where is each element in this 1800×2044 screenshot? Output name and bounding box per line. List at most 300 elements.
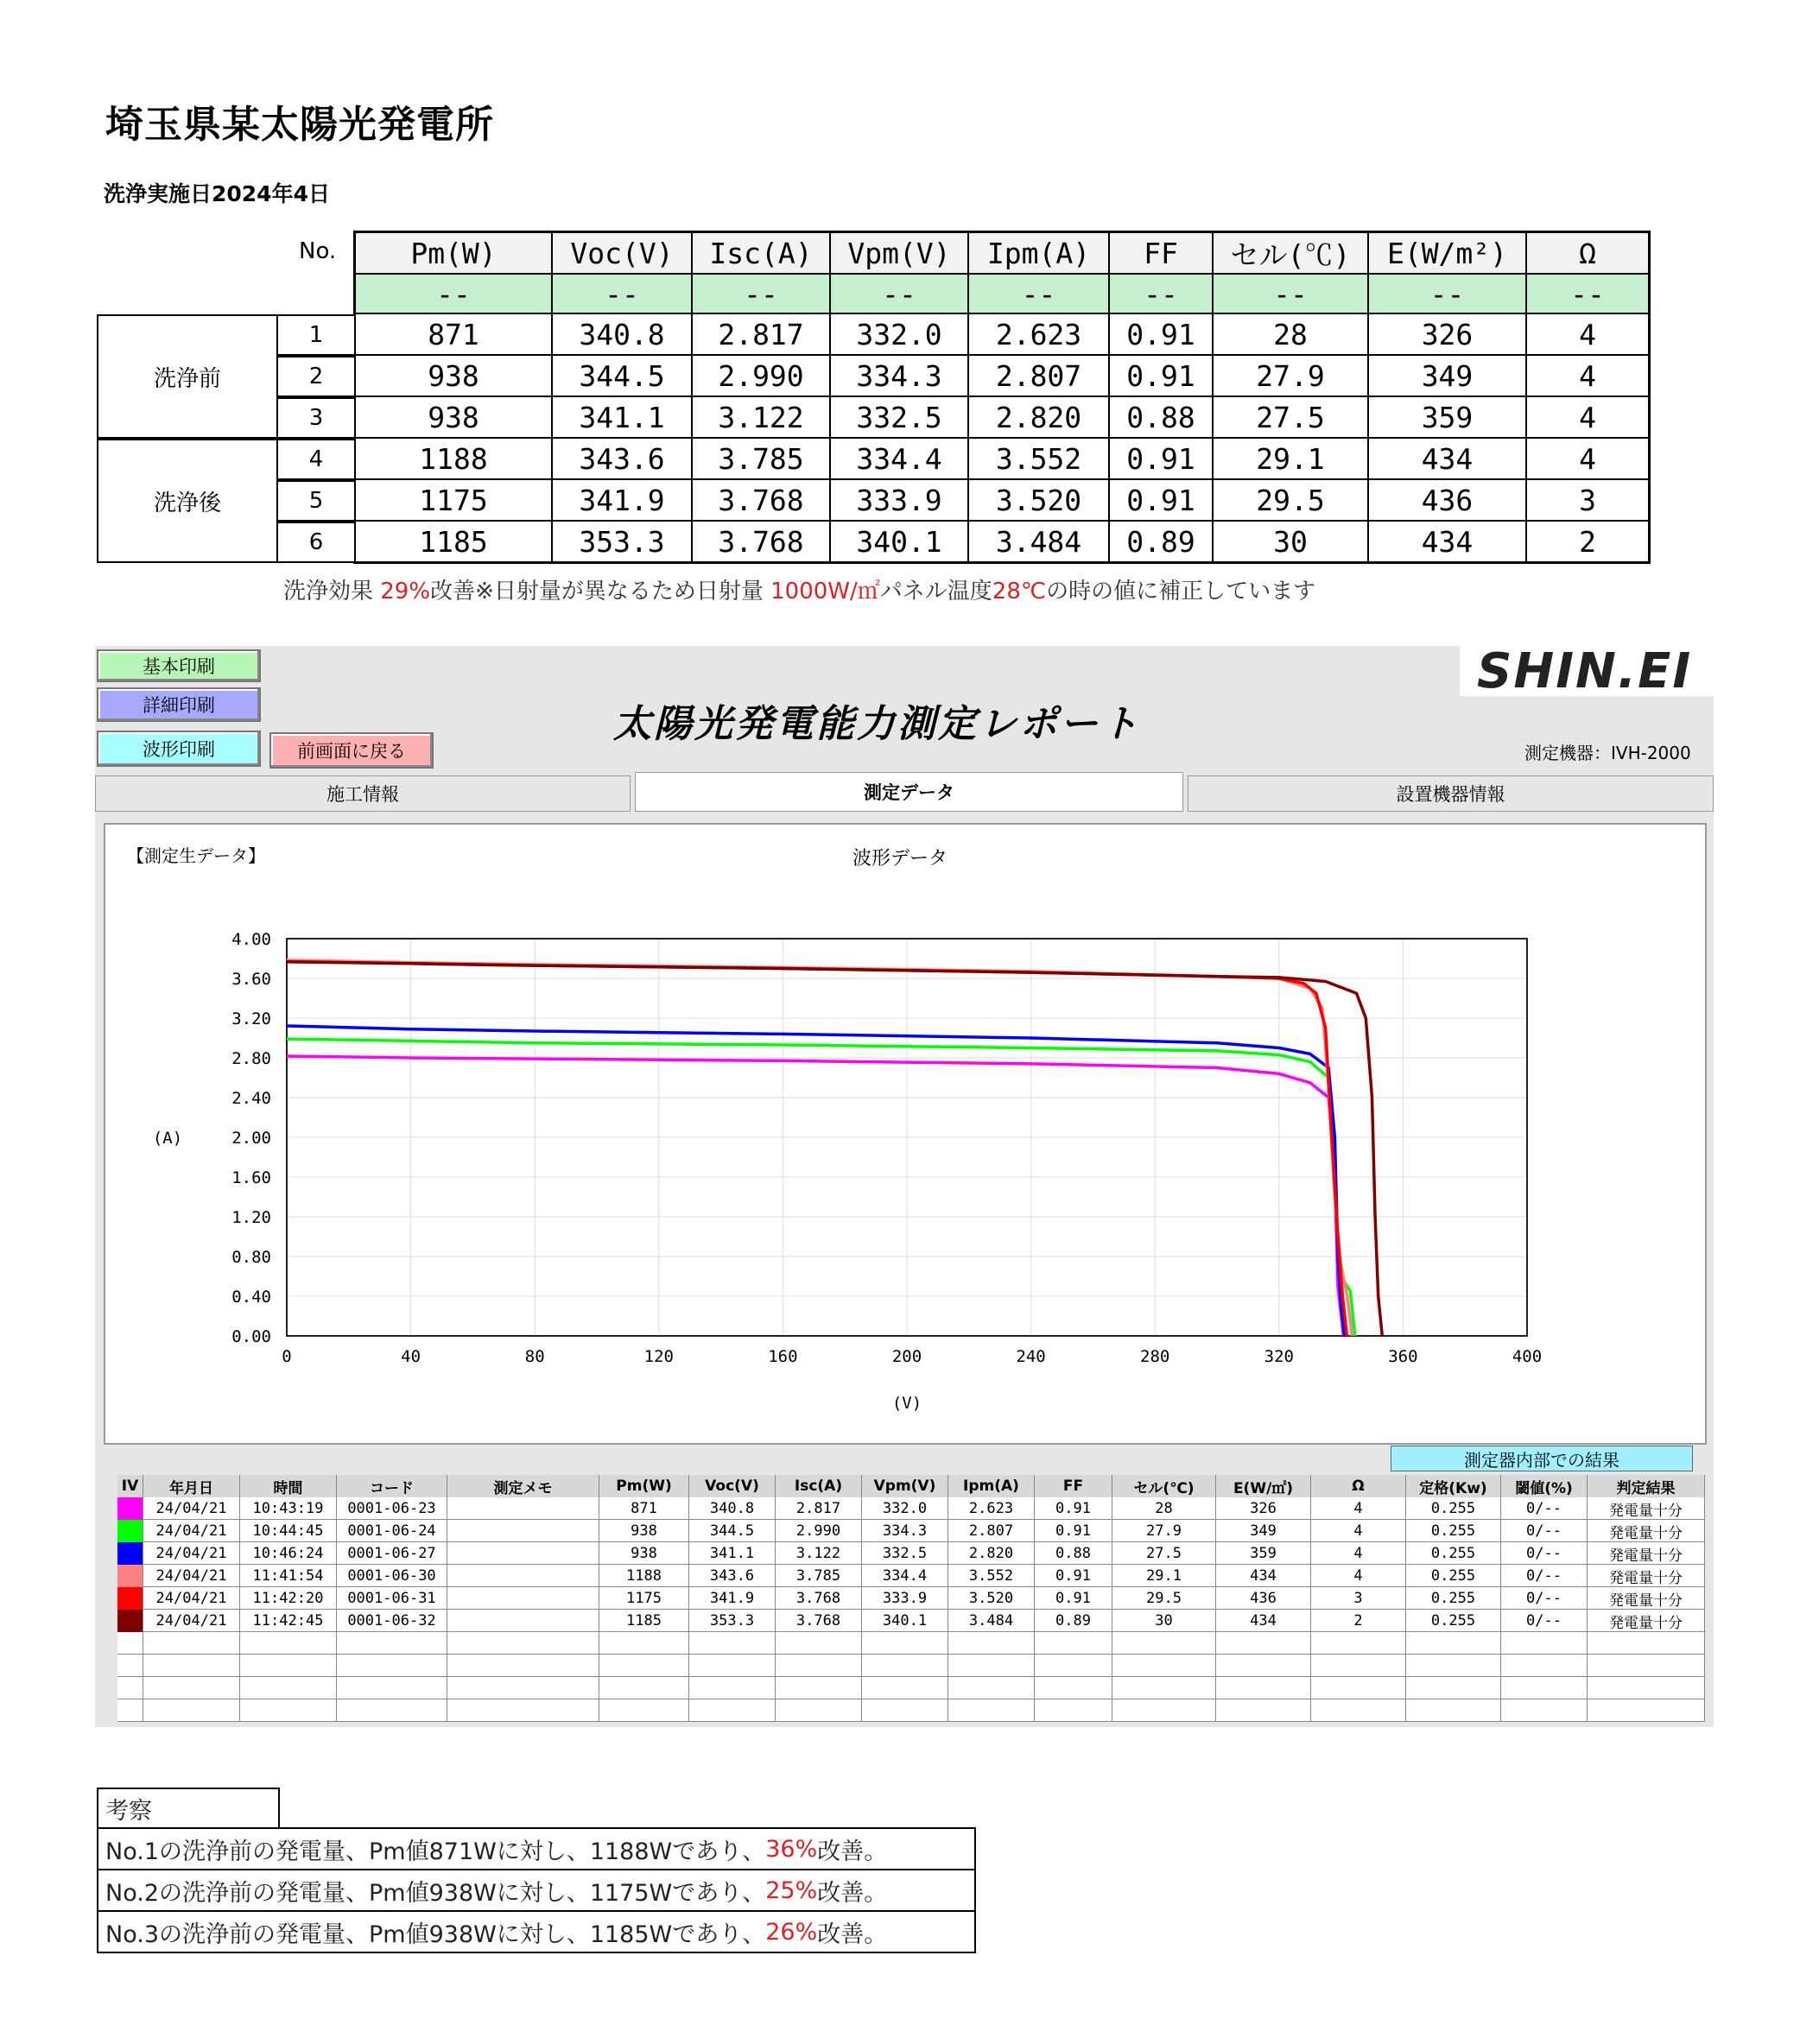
summary-placeholder-0: -- bbox=[356, 275, 553, 314]
grid-cell: 343.6 bbox=[689, 1565, 776, 1587]
y-tick-label: 2.00 bbox=[231, 1129, 271, 1148]
grid-cell: 0.89 bbox=[1035, 1610, 1112, 1632]
summary-cell: 4 bbox=[1527, 397, 1650, 439]
grid-cell: 0/-- bbox=[1501, 1542, 1588, 1565]
grid-header-cell: 時間 bbox=[240, 1475, 337, 1497]
grid-cell: 発電量十分 bbox=[1588, 1520, 1705, 1542]
summary-cell: 2 bbox=[1527, 522, 1650, 563]
grid-empty-cell bbox=[143, 1632, 240, 1655]
back-button[interactable]: 前画面に戻る bbox=[269, 732, 434, 769]
y-tick-label: 0.40 bbox=[231, 1288, 271, 1307]
grid-cell: 349 bbox=[1216, 1520, 1311, 1542]
grid-header-cell: Ω bbox=[1311, 1475, 1406, 1497]
x-tick-label: 80 bbox=[524, 1347, 545, 1366]
summary-cell: 341.1 bbox=[553, 397, 693, 439]
grid-empty-cell bbox=[240, 1699, 337, 1722]
grid-cell: 発電量十分 bbox=[1588, 1610, 1705, 1632]
grid-cell: 0.91 bbox=[1035, 1565, 1112, 1587]
summary-cell: 340.1 bbox=[831, 522, 969, 563]
grid-cell: 0.91 bbox=[1035, 1497, 1112, 1520]
summary-header-8: Ω bbox=[1527, 233, 1650, 275]
y-tick-label: 3.20 bbox=[231, 1009, 271, 1028]
grid-row[interactable] bbox=[117, 1587, 1705, 1610]
grid-row[interactable] bbox=[117, 1565, 1705, 1587]
x-tick-label: 320 bbox=[1264, 1347, 1294, 1366]
grid-cell: 1185 bbox=[599, 1610, 689, 1632]
summary-cell: 332.0 bbox=[831, 314, 969, 356]
x-tick-label: 240 bbox=[1016, 1347, 1046, 1366]
grid-empty-cell bbox=[1406, 1655, 1501, 1677]
summary-cell: 434 bbox=[1369, 522, 1527, 563]
note-text-4: の時の値に補正しています bbox=[1046, 579, 1316, 604]
grid-empty-cell bbox=[1216, 1632, 1311, 1655]
grid-empty-cell bbox=[1311, 1699, 1406, 1722]
grid-cell bbox=[447, 1497, 599, 1520]
grid-cell: 27.5 bbox=[1112, 1542, 1216, 1565]
summary-cell: 353.3 bbox=[553, 522, 693, 563]
grid-empty-cell bbox=[1035, 1699, 1112, 1722]
grid-empty-cell bbox=[1406, 1677, 1501, 1699]
grid-empty-cell bbox=[1112, 1632, 1216, 1655]
cleaning-effect-note bbox=[283, 573, 1315, 605]
summary-cell: 434 bbox=[1369, 439, 1527, 480]
chart-title: 波形データ bbox=[852, 848, 948, 870]
series-color-swatch bbox=[117, 1542, 143, 1565]
summary-header-2: Isc(A) bbox=[693, 233, 831, 275]
remark-1-text: No.1の洗浄前の発電量、Pm値871Wに対し、1188Wであり、 bbox=[105, 1838, 766, 1865]
grid-cell: 27.9 bbox=[1112, 1520, 1216, 1542]
summary-cell: 0.91 bbox=[1110, 356, 1214, 397]
summary-header-3: Vpm(V) bbox=[831, 233, 969, 275]
grid-cell: 341.9 bbox=[689, 1587, 776, 1610]
grid-empty-cell bbox=[948, 1655, 1035, 1677]
summary-cell: 359 bbox=[1369, 397, 1527, 439]
tab-construction-info[interactable]: 施工情報 bbox=[95, 775, 631, 812]
grid-cell: 0.91 bbox=[1035, 1587, 1112, 1610]
grid-header-cell: 測定メモ bbox=[447, 1475, 599, 1497]
grid-cell: 4 bbox=[1311, 1565, 1406, 1587]
grid-cell: 436 bbox=[1216, 1587, 1311, 1610]
grid-header-cell: Isc(A) bbox=[776, 1475, 862, 1497]
row-number: 6 bbox=[276, 522, 356, 563]
summary-cell: 0.91 bbox=[1110, 314, 1214, 356]
summary-cell: 340.8 bbox=[553, 314, 693, 356]
grid-cell: 11:42:20 bbox=[240, 1587, 337, 1610]
grid-empty-cell bbox=[1501, 1677, 1588, 1699]
grid-empty-cell bbox=[1588, 1655, 1705, 1677]
measurement-panel bbox=[104, 823, 1707, 1445]
y-axis-label: (A) bbox=[152, 1129, 183, 1148]
grid-empty-cell bbox=[337, 1655, 447, 1677]
grid-row[interactable] bbox=[117, 1655, 1705, 1677]
grid-empty-cell bbox=[1112, 1677, 1216, 1699]
grid-empty-cell bbox=[1501, 1699, 1588, 1722]
grid-empty-cell bbox=[1501, 1632, 1588, 1655]
grid-cell: 10:43:19 bbox=[240, 1497, 337, 1520]
note-temperature: 28℃ bbox=[992, 579, 1047, 604]
grid-empty-cell bbox=[776, 1677, 862, 1699]
summary-cell: 28 bbox=[1214, 314, 1369, 356]
grid-empty-cell bbox=[1035, 1677, 1112, 1699]
summary-header-4: Ipm(A) bbox=[969, 233, 1110, 275]
report-title: 太陽光発電能力測定レポート bbox=[613, 702, 1141, 746]
grid-empty-cell bbox=[447, 1677, 599, 1699]
device-label: 測定機器：IVH-2000 bbox=[1524, 743, 1691, 763]
grid-cell: 0/-- bbox=[1501, 1520, 1588, 1542]
y-tick-label: 3.60 bbox=[231, 970, 271, 989]
x-tick-label: 40 bbox=[401, 1347, 421, 1366]
grid-cell bbox=[447, 1565, 599, 1587]
grid-empty-cell bbox=[599, 1699, 689, 1722]
grid-cell: 333.9 bbox=[862, 1587, 948, 1610]
summary-placeholder-7: -- bbox=[1369, 275, 1527, 314]
grid-empty-cell bbox=[862, 1655, 948, 1677]
grid-cell: 2.817 bbox=[776, 1497, 862, 1520]
row-number: 4 bbox=[276, 439, 356, 480]
grid-cell: 0/-- bbox=[1501, 1587, 1588, 1610]
grid-cell: 0/-- bbox=[1501, 1565, 1588, 1587]
grid-empty-cell bbox=[337, 1677, 447, 1699]
y-tick-label: 2.80 bbox=[231, 1049, 271, 1068]
grid-cell: 3.552 bbox=[948, 1565, 1035, 1587]
grid-cell: 341.1 bbox=[689, 1542, 776, 1565]
summary-placeholder-5: -- bbox=[1110, 275, 1214, 314]
grid-empty-cell bbox=[240, 1632, 337, 1655]
grid-cell: 0.255 bbox=[1406, 1587, 1501, 1610]
grid-row[interactable] bbox=[117, 1632, 1705, 1655]
grid-cell: 0.88 bbox=[1035, 1542, 1112, 1565]
summary-placeholder-4: -- bbox=[969, 275, 1110, 314]
summary-placeholder-8: -- bbox=[1527, 275, 1650, 314]
grid-empty-cell bbox=[1216, 1699, 1311, 1722]
grid-cell: 334.3 bbox=[862, 1520, 948, 1542]
grid-cell: 24/04/21 bbox=[143, 1587, 240, 1610]
shinei-logo: SHIN.EI bbox=[1460, 646, 1714, 696]
grid-empty-cell bbox=[776, 1632, 862, 1655]
grid-header-cell: E(W/㎡) bbox=[1216, 1475, 1311, 1497]
grid-cell: 10:46:24 bbox=[240, 1542, 337, 1565]
grid-cell: 24/04/21 bbox=[143, 1610, 240, 1632]
grid-empty-cell bbox=[689, 1655, 776, 1677]
grid-empty-cell bbox=[1216, 1655, 1311, 1677]
grid-row[interactable] bbox=[117, 1520, 1705, 1542]
remark-item-1 bbox=[97, 1827, 976, 1870]
grid-cell: 24/04/21 bbox=[143, 1542, 240, 1565]
grid-header-cell: FF bbox=[1035, 1475, 1112, 1497]
grid-empty-cell bbox=[948, 1632, 1035, 1655]
measurement-app-window bbox=[95, 646, 1714, 1727]
grid-row[interactable] bbox=[117, 1677, 1705, 1699]
grid-cell: 3.122 bbox=[776, 1542, 862, 1565]
grid-empty-cell bbox=[143, 1655, 240, 1677]
grid-cell: 0/-- bbox=[1501, 1610, 1588, 1632]
y-tick-label: 0.80 bbox=[231, 1248, 271, 1267]
summary-cell: 349 bbox=[1369, 356, 1527, 397]
wash-date-subtitle: 洗浄実施日2024年4日 bbox=[104, 181, 330, 206]
grid-cell: 0001-06-27 bbox=[337, 1542, 447, 1565]
grid-empty-cell bbox=[117, 1699, 143, 1722]
grid-empty-cell bbox=[117, 1677, 143, 1699]
group-label-1: 洗浄後 bbox=[97, 439, 278, 563]
grid-row[interactable] bbox=[117, 1542, 1705, 1565]
grid-empty-cell bbox=[599, 1677, 689, 1699]
grid-cell: 28 bbox=[1112, 1497, 1216, 1520]
grid-cell: 0001-06-24 bbox=[337, 1520, 447, 1542]
grid-cell: 334.4 bbox=[862, 1565, 948, 1587]
grid-empty-cell bbox=[689, 1632, 776, 1655]
detail-print-button[interactable]: 詳細印刷 bbox=[97, 687, 261, 722]
grid-empty-cell bbox=[862, 1677, 948, 1699]
grid-row[interactable] bbox=[117, 1699, 1705, 1722]
summary-cell: 3.484 bbox=[969, 522, 1110, 563]
no-column-label: No. bbox=[299, 238, 337, 264]
grid-cell bbox=[447, 1542, 599, 1565]
grid-header-cell: Vpm(V) bbox=[862, 1475, 948, 1497]
grid-cell: 1188 bbox=[599, 1565, 689, 1587]
summary-cell: 326 bbox=[1369, 314, 1527, 356]
grid-empty-cell bbox=[1406, 1632, 1501, 1655]
summary-cell: 3.768 bbox=[693, 480, 831, 522]
grid-empty-cell bbox=[447, 1632, 599, 1655]
grid-cell: 359 bbox=[1216, 1542, 1311, 1565]
grid-cell: 3.768 bbox=[776, 1587, 862, 1610]
grid-cell: 3.484 bbox=[948, 1610, 1035, 1632]
grid-empty-cell bbox=[776, 1699, 862, 1722]
note-text-2: 改善※日射量が異なるため日射量 bbox=[430, 579, 771, 604]
grid-cell: 30 bbox=[1112, 1610, 1216, 1632]
grid-cell: 938 bbox=[599, 1520, 689, 1542]
summary-cell: 333.9 bbox=[831, 480, 969, 522]
wave-print-button[interactable]: 波形印刷 bbox=[97, 731, 261, 767]
summary-cell: 2.990 bbox=[693, 356, 831, 397]
grid-cell: 326 bbox=[1216, 1497, 1311, 1520]
summary-cell: 30 bbox=[1214, 522, 1369, 563]
remark-1-percent: 36% bbox=[765, 1835, 818, 1863]
tab-installed-equipment[interactable]: 設置機器情報 bbox=[1188, 775, 1714, 812]
grid-cell: 24/04/21 bbox=[143, 1565, 240, 1587]
grid-cell: 0001-06-30 bbox=[337, 1565, 447, 1587]
summary-cell: 332.5 bbox=[831, 397, 969, 439]
row-number: 1 bbox=[276, 314, 356, 356]
x-tick-label: 200 bbox=[891, 1347, 922, 1366]
grid-cell bbox=[447, 1610, 599, 1632]
grid-cell: 434 bbox=[1216, 1610, 1311, 1632]
grid-cell: 340.1 bbox=[862, 1610, 948, 1632]
grid-header-cell: Voc(V) bbox=[689, 1475, 776, 1497]
remark-3-text: No.3の洗浄前の発電量、Pm値938Wに対し、1185Wであり、 bbox=[105, 1921, 766, 1948]
summary-cell: 29.5 bbox=[1214, 480, 1369, 522]
grid-cell: 2 bbox=[1311, 1610, 1406, 1632]
grid-cell: 10:44:45 bbox=[240, 1520, 337, 1542]
grid-cell: 3 bbox=[1311, 1587, 1406, 1610]
grid-row[interactable] bbox=[117, 1497, 1705, 1520]
grid-empty-cell bbox=[948, 1677, 1035, 1699]
remarks-header: 考察 bbox=[97, 1788, 280, 1829]
grid-cell: 29.1 bbox=[1112, 1565, 1216, 1587]
grid-cell: 344.5 bbox=[689, 1520, 776, 1542]
x-tick-label: 120 bbox=[643, 1347, 674, 1366]
x-tick-label: 360 bbox=[1388, 1347, 1418, 1366]
grid-cell: 29.5 bbox=[1112, 1587, 1216, 1610]
x-tick-label: 400 bbox=[1512, 1347, 1543, 1366]
grid-header-cell: セル(℃) bbox=[1112, 1475, 1216, 1497]
grid-empty-cell bbox=[689, 1699, 776, 1722]
summary-cell: 341.9 bbox=[553, 480, 693, 522]
series-color-swatch bbox=[117, 1587, 143, 1610]
grid-empty-cell bbox=[1311, 1655, 1406, 1677]
summary-header-5: FF bbox=[1110, 233, 1214, 275]
grid-empty-cell bbox=[240, 1677, 337, 1699]
y-tick-label: 4.00 bbox=[231, 930, 271, 949]
tab-measurement-data[interactable]: 測定データ bbox=[635, 772, 1183, 812]
grid-header-row bbox=[117, 1475, 1705, 1497]
grid-cell: 発電量十分 bbox=[1588, 1565, 1705, 1587]
remark-2-text: No.2の洗浄前の発電量、Pm値938Wに対し、1175Wであり、 bbox=[105, 1879, 766, 1907]
summary-cell: 0.91 bbox=[1110, 439, 1214, 480]
summary-cell: 3.122 bbox=[693, 397, 831, 439]
grid-empty-cell bbox=[447, 1699, 599, 1722]
group-label-0: 洗浄前 bbox=[97, 314, 278, 439]
note-effect-percent: 29% bbox=[380, 579, 431, 604]
grid-cell: 24/04/21 bbox=[143, 1497, 240, 1520]
grid-empty-cell bbox=[143, 1699, 240, 1722]
summary-cell: 334.4 bbox=[831, 439, 969, 480]
summary-header-1: Voc(V) bbox=[553, 233, 693, 275]
grid-header-cell: Pm(W) bbox=[599, 1475, 689, 1497]
grid-cell: 2.820 bbox=[948, 1542, 1035, 1565]
summary-cell: 4 bbox=[1527, 439, 1650, 480]
summary-header-7: E(W/m²) bbox=[1369, 233, 1527, 275]
grid-empty-cell bbox=[776, 1655, 862, 1677]
grid-cell: 4 bbox=[1311, 1542, 1406, 1565]
row-number: 5 bbox=[276, 480, 356, 522]
grid-header-cell: 判定結果 bbox=[1588, 1475, 1705, 1497]
series-color-swatch bbox=[117, 1610, 143, 1632]
grid-empty-cell bbox=[1216, 1677, 1311, 1699]
x-tick-label: 0 bbox=[282, 1347, 292, 1366]
grid-empty-cell bbox=[337, 1699, 447, 1722]
summary-header-6: セル(℃) bbox=[1214, 233, 1369, 275]
grid-cell: 3.785 bbox=[776, 1565, 862, 1587]
summary-cell: 0.88 bbox=[1110, 397, 1214, 439]
grid-empty-cell bbox=[599, 1655, 689, 1677]
grid-cell: 0.91 bbox=[1035, 1520, 1112, 1542]
summary-header-0: Pm(W) bbox=[356, 233, 553, 275]
grid-cell: 11:42:45 bbox=[240, 1610, 337, 1632]
grid-empty-cell bbox=[1035, 1655, 1112, 1677]
summary-cell: 3.520 bbox=[969, 480, 1110, 522]
grid-empty-cell bbox=[143, 1677, 240, 1699]
summary-placeholder-6: -- bbox=[1214, 275, 1369, 314]
summary-cell: 1185 bbox=[356, 522, 553, 563]
grid-cell: 434 bbox=[1216, 1565, 1311, 1587]
summary-placeholder-1: -- bbox=[553, 275, 693, 314]
remark-2-percent: 25% bbox=[765, 1876, 818, 1904]
raw-data-label: 【測定生データ】 bbox=[127, 845, 265, 866]
grid-cell: 11:41:54 bbox=[240, 1565, 337, 1587]
grid-row[interactable] bbox=[117, 1610, 1705, 1632]
grid-cell: 0001-06-32 bbox=[337, 1610, 447, 1632]
summary-cell: 27.9 bbox=[1214, 356, 1369, 397]
remark-item-2 bbox=[97, 1869, 976, 1912]
summary-cell: 2.817 bbox=[693, 314, 831, 356]
summary-placeholder-2: -- bbox=[693, 275, 831, 314]
summary-cell: 2.807 bbox=[969, 356, 1110, 397]
grid-cell: 4 bbox=[1311, 1520, 1406, 1542]
grid-header-cell: コード bbox=[337, 1475, 447, 1497]
summary-cell: 938 bbox=[356, 397, 553, 439]
summary-cell: 334.3 bbox=[831, 356, 969, 397]
grid-cell: 0001-06-31 bbox=[337, 1587, 447, 1610]
grid-cell: 0/-- bbox=[1501, 1497, 1588, 1520]
y-tick-label: 2.40 bbox=[231, 1089, 271, 1108]
summary-cell: 4 bbox=[1527, 356, 1650, 397]
series-color-swatch bbox=[117, 1520, 143, 1542]
grid-header-cell: IV bbox=[117, 1475, 143, 1497]
grid-cell: 3.520 bbox=[948, 1587, 1035, 1610]
grid-empty-cell bbox=[117, 1655, 143, 1677]
summary-cell: 436 bbox=[1369, 480, 1527, 522]
grid-empty-cell bbox=[599, 1632, 689, 1655]
grid-empty-cell bbox=[689, 1677, 776, 1699]
grid-empty-cell bbox=[1035, 1632, 1112, 1655]
summary-cell: 3 bbox=[1527, 480, 1650, 522]
grid-empty-cell bbox=[1311, 1632, 1406, 1655]
x-tick-label: 160 bbox=[768, 1347, 798, 1366]
grid-empty-cell bbox=[1588, 1677, 1705, 1699]
grid-empty-cell bbox=[1588, 1632, 1705, 1655]
grid-empty-cell bbox=[240, 1655, 337, 1677]
grid-empty-cell bbox=[862, 1632, 948, 1655]
grid-cell: 871 bbox=[599, 1497, 689, 1520]
grid-empty-cell bbox=[337, 1632, 447, 1655]
grid-cell: 938 bbox=[599, 1542, 689, 1565]
page-title: 埼玉県某太陽光発電所 bbox=[105, 103, 494, 147]
summary-cell: 1188 bbox=[356, 439, 553, 480]
grid-cell: 0.255 bbox=[1406, 1565, 1501, 1587]
grid-empty-cell bbox=[948, 1699, 1035, 1722]
summary-cell: 3.785 bbox=[693, 439, 831, 480]
remark-3-percent: 26% bbox=[765, 1918, 818, 1946]
summary-cell: 343.6 bbox=[553, 439, 693, 480]
row-number: 2 bbox=[276, 356, 356, 397]
grid-empty-cell bbox=[447, 1655, 599, 1677]
grid-cell: 0001-06-23 bbox=[337, 1497, 447, 1520]
summary-cell: 0.89 bbox=[1110, 522, 1214, 563]
note-text-1: 洗浄効果 bbox=[283, 579, 381, 604]
grid-cell: 340.8 bbox=[689, 1497, 776, 1520]
y-tick-label: 1.60 bbox=[231, 1168, 271, 1187]
summary-placeholder-3: -- bbox=[831, 275, 969, 314]
summary-cell: 1175 bbox=[356, 480, 553, 522]
basic-print-button[interactable]: 基本印刷 bbox=[97, 649, 261, 682]
summary-cell: 871 bbox=[356, 314, 553, 356]
grid-cell: 0.255 bbox=[1406, 1610, 1501, 1632]
grid-cell: 332.0 bbox=[862, 1497, 948, 1520]
summary-cell: 4 bbox=[1527, 314, 1650, 356]
grid-empty-cell bbox=[1112, 1699, 1216, 1722]
grid-cell bbox=[447, 1520, 599, 1542]
series-color-swatch bbox=[117, 1497, 143, 1520]
grid-header-cell: 閾値(%) bbox=[1501, 1475, 1588, 1497]
note-irradiance: 1000W/㎡ bbox=[770, 579, 880, 604]
remark-3-suffix: 改善。 bbox=[817, 1921, 888, 1948]
grid-empty-cell bbox=[1588, 1699, 1705, 1722]
iv-chart-svg bbox=[105, 825, 1705, 1443]
grid-empty-cell bbox=[862, 1699, 948, 1722]
remark-1-suffix: 改善。 bbox=[817, 1838, 888, 1865]
grid-header-cell: 年月日 bbox=[143, 1475, 240, 1497]
